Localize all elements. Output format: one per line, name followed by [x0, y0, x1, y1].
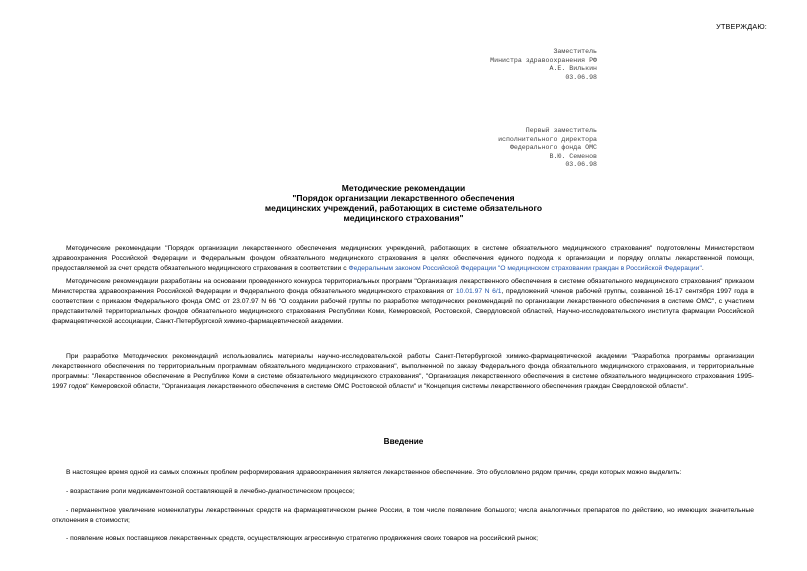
signatory-block-2	[498, 127, 597, 170]
list-item: - появление новых поставщиков лекарственных средств, осуществляющих агрессивную стратегию продвижения своих товаров на российский рынок;	[66, 535, 538, 542]
signatory-2-date: 03.06.98	[565, 161, 597, 168]
title-line: Методические рекомендации	[341, 183, 466, 193]
paragraph-2	[52, 277, 754, 327]
title-line: медицинского страхования"	[343, 213, 464, 223]
document-title	[0, 183, 807, 223]
signatory-2-fund: Федерального фонда ОМС	[509, 144, 597, 151]
signatory-2-name: В.Ю. Семенов	[549, 152, 597, 160]
list-item: - возрастание роли медикаментозной составляющей в лечебно-диагностическом процессе;	[66, 488, 355, 495]
signatory-2-position: Первый заместитель	[525, 127, 597, 134]
paragraph-1-text: Методические рекомендации "Порядок организации лекарственного обеспечения медицинских учреждений, работающих в системе обязательного медицинского страхования" подготовлены Министерством здравоохранения Российской Федерации и Федеральным фондом обязательного медицинского страхования в целях обеспечения единого подхода к организации и порядку оплаты лекарственной помощи, предоставляемой за счет средств обязательного медицинского страхования в соответствии с	[52, 245, 754, 272]
introduction-heading: Введение	[383, 437, 424, 446]
order-link[interactable]: 10.01.97 N 6/1	[455, 288, 502, 295]
introduction-lead: В настоящее время одной из самых сложных проблем реформирования здравоохранения является лекарственное обеспечение. Это обусловлено рядом причин, среди которых можно выделить:	[66, 469, 682, 476]
paragraph-1-tail: .	[701, 265, 704, 272]
signatory-1-name: А.Е. Вилькин	[549, 65, 597, 72]
approval-label: УТВЕРЖДАЮ:	[716, 22, 767, 31]
title-line: медицинских учреждений, работающих в системе обязательного	[264, 203, 543, 213]
paragraph-2-tail: , предложений членов рабочей группы, созванной 16-17 сентября 1997 года в соответствии с приказом Федерального фонда ОМС от 23.07.97 N 66 "О создании рабочей группы по разработке методических рекомендаций по организации лекарственного обеспечения в системе ОМС", с участием представителей территориальных фондов обязательного медицинского страхования Республики Коми, Кемеровской, Ростовской, Свердловской областей, Научно-исследовательского института фармации Российской фармацевтической ассоциации, Санкт-Петербургской химико-фармацевтической академии.	[52, 288, 754, 325]
federal-law-link[interactable]: Федеральным законом Российской Федерации "О медицинском страховании граждан в Российской Федерации"	[348, 265, 702, 272]
signatory-block-1	[490, 48, 597, 82]
signatory-1-date: 03.06.98	[565, 73, 597, 81]
title-line: "Порядок организации лекарственного обеспечения	[292, 193, 515, 203]
paragraph-1	[52, 244, 754, 274]
paragraph-3: При разработке Методических рекомендаций использовались материалы научно-исследовательской работы Санкт-Петербургской химико-фармацевтической академии "Разработка программы организации лекарственного обеспечения по территориальным программам обязательного медицинского страхования", выполненной по заказу Федерального фонда обязательного медицинского страхования, и территориальные программы: "Лекарственное обеспечение в Республике Коми в системе обязательного медицинского страхования", "Организация лекарственного обеспечения в системе обязательного медицинского страхования 1995-1997 годов" Кемеровской области, "Организация лекарственного обеспечения в системе ОМС Ростовской области" и "Концепция системы лекарственного обеспечения граждан Свердловской области".	[52, 353, 754, 390]
paragraph-2-text: Методические рекомендации разработаны на основании проведенного конкурса территориальных программ "Организация лекарственного обеспечения в системе обязательного медицинского страхования" приказом Министерства здравоохранения Российской Федерации и Федерального фонда обязательного медицинского страхования от	[52, 278, 754, 295]
list-item: - перманентное увеличение номенклатуры лекарственных средств на фармацевтическом рынке России, в том числе появление большого; числа аналогичных препаратов по действию, но имеющих значительные отклонения в стоимости;	[52, 507, 754, 524]
signatory-1-ministry: Министра здравоохранения РФ	[490, 56, 597, 64]
signatory-2-position-2: исполнительного директора	[498, 135, 597, 143]
signatory-1-position: Заместитель	[553, 48, 597, 55]
